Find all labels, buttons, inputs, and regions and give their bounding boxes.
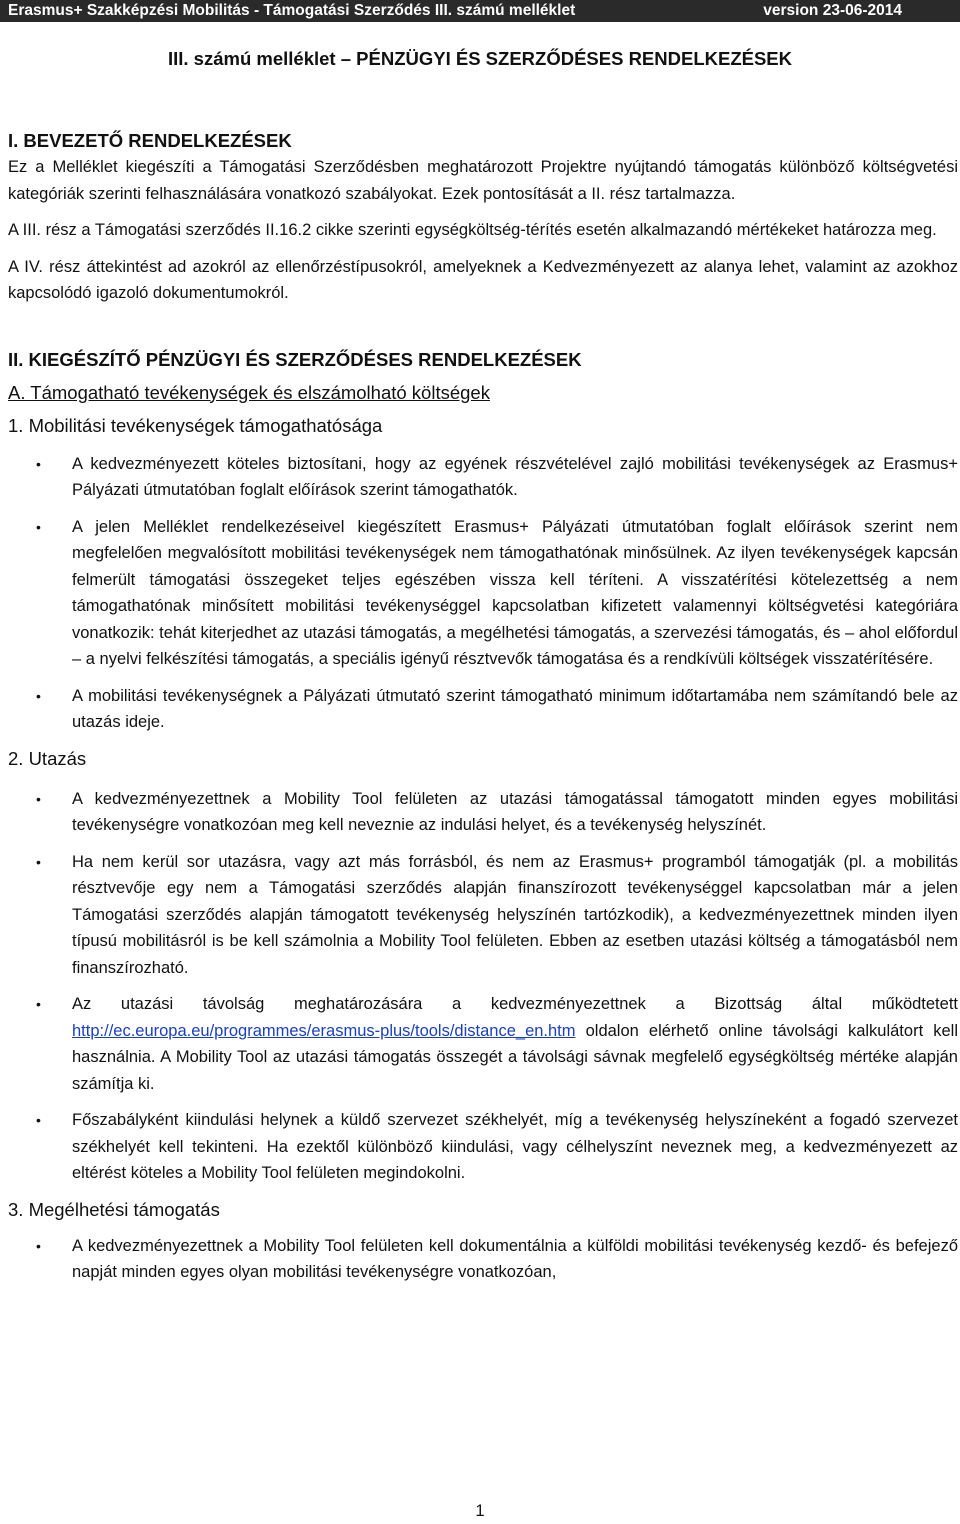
list-item: • A kedvezményezettnek a Mobility Tool felületen kell dokumentálnia a külföldi mobilitási tevékenység kezdő- és befejező napját minden egyes olyan mobilitási tevékenységre vonatkozóan, <box>8 1233 958 1286</box>
bullet-icon: • <box>36 853 41 870</box>
running-header <box>0 0 960 22</box>
subsection-heading-a: A. Támogatható tevékenységek és elszámolható költségek <box>8 381 490 403</box>
subsection-heading-1: 1. Mobilitási tevékenységek támogathatósága <box>8 414 383 436</box>
list-item: • Főszabályként kiindulási helynek a küldő szervezet székhelyét, míg a tevékenység helyszíneként a fogadó szervezet székhelyét kell tekinteni. Ha ezektől különböző kiindulási, vagy célhelyszínt neveznek meg, a kedvezményezett az eltérést köteles a Mobility Tool felületen megindokolni. <box>8 1107 958 1187</box>
subsection-heading-3: 3. Megélhetési támogatás <box>8 1198 220 1220</box>
bullet-icon: • <box>36 996 41 1012</box>
section-heading-2: II. KIEGÉSZÍTŐ PÉNZÜGYI ÉS SZERZŐDÉSES RENDELKEZÉSEK <box>8 348 582 370</box>
bullet-icon: • <box>36 687 41 704</box>
intro-paragraph-2: A III. rész a Támogatási szerződés II.16.2 cikke szerinti egységköltség-térítés esetén alkalmazandó mértékeket határozza meg. <box>8 221 937 239</box>
bullet-icon: • <box>36 455 41 472</box>
subsection-heading-2: 2. Utazás <box>8 747 87 769</box>
list-item: • A jelen Melléklet rendelkezéseivel kiegészített Erasmus+ Pályázati útmutatóban foglalt előírások szerint nem megfelelően megvalósított mobilitási tevékenységek nem támogathatónak minősülnek. Az ilyen tevékenységek kapcsán felmerült támogatási összegeket teljes egészében vissza kell téríteni. A visszatérítési kötelezettség a nem támogathatónak minősített mobilitási tevékenységgel kapcsolatban kifizetett valamennyi költségvetési kategóriára vonatkozik: tehát kiterjedhet az utazási támogatás, a megélhetési támogatás, a szervezési támogatás, és – ahol előfordul – a nyelvi felkészítési támogatás, a speciális igényű résztvevők támogatása és a rendkívüli költségek visszatérítésére. <box>8 514 958 673</box>
section-heading-1: I. BEVEZETŐ RENDELKEZÉSEK <box>8 130 292 151</box>
travel-list <box>8 786 958 1187</box>
distance-calculator-link[interactable]: http://ec.europa.eu/programmes/erasmus-plus/tools/distance_en.htm <box>72 1021 576 1040</box>
page-number: 1 <box>475 1502 485 1520</box>
document-title: III. számú melléklet – PÉNZÜGYI ÉS SZERZŐDÉSES RENDELKEZÉSEK <box>167 48 793 69</box>
bullet-icon: • <box>36 1237 41 1254</box>
document-body <box>8 128 958 1286</box>
list-item: • A kedvezményezett köteles biztosítani, hogy az egyének részvételével zajló mobilitási tevékenységek az Erasmus+ Pályázati útmutatóban foglalt előírások szerint támogathatók. <box>8 451 958 504</box>
subsistence-list <box>8 1233 958 1286</box>
bullet-icon: • <box>36 1112 41 1128</box>
intro-paragraph-3: A IV. rész áttekintést ad azokról az ellenőrzéstípusokról, amelyeknek a Kedvezményezett az alanya lehet, valamint az azokhoz kapcsolódó igazoló dokumentumokról. <box>8 257 958 302</box>
list-item: • A mobilitási tevékenységnek a Pályázati útmutató szerint támogatható minimum időtartamába nem számítandó bele az utazás ideje. <box>8 683 958 736</box>
intro-paragraph-1: Ez a Melléklet kiegészíti a Támogatási Szerződésben meghatározott Projektre nyújtandó támogatás különböző költségvetési kategóriák szerinti felhasználására vonatkozó szabályokat. Ezek pontosítását a II. rész tartalmazza. <box>8 158 958 203</box>
header-document-title: Erasmus+ Szakképzési Mobilitás - Támogatási Szerződés III. számú melléklet <box>8 2 576 19</box>
bullet-icon: • <box>36 518 41 535</box>
bullet-icon: • <box>36 790 41 807</box>
list-item: • Az utazási távolság meghatározására a kedvezményezettnek a Bizottság által működtetett http://ec.europa.eu/programmes/erasmus-plus/tools/distance_en.htm oldalon elérhető online távolsági kalkulátort kell használnia. A Mobility Tool az utazási támogatás összegét a távolsági sávnak megfelelő egységköltség mértéke alapján számítja ki. <box>8 991 958 1097</box>
list-item: • Ha nem kerül sor utazásra, vagy azt más forrásból, és nem az Erasmus+ programból támogatják (pl. a mobilitás résztvevője egy nem a Támogatási szerződés alapján finanszírozott tevékenységgel kapcsolatban már a jelen Támogatási szerződés alapján támogatott tevékenység helyszínén tartózkodik), a kedvezményezettnek minden ilyen típusú mobilitásról is be kell számolnia a Mobility Tool felületen. Ebben az esetben utazási költség a támogatásból nem finanszírozható. <box>8 849 958 982</box>
header-version: version 23-06-2014 <box>763 2 902 19</box>
list-item: • A kedvezményezettnek a Mobility Tool felületen az utazási támogatással támogatott minden egyes mobilitási tevékenységre vonatkozóan meg kell neveznie az indulási helyet, és a tevékenység helyszínét. <box>8 786 958 839</box>
eligibility-list <box>8 451 958 736</box>
